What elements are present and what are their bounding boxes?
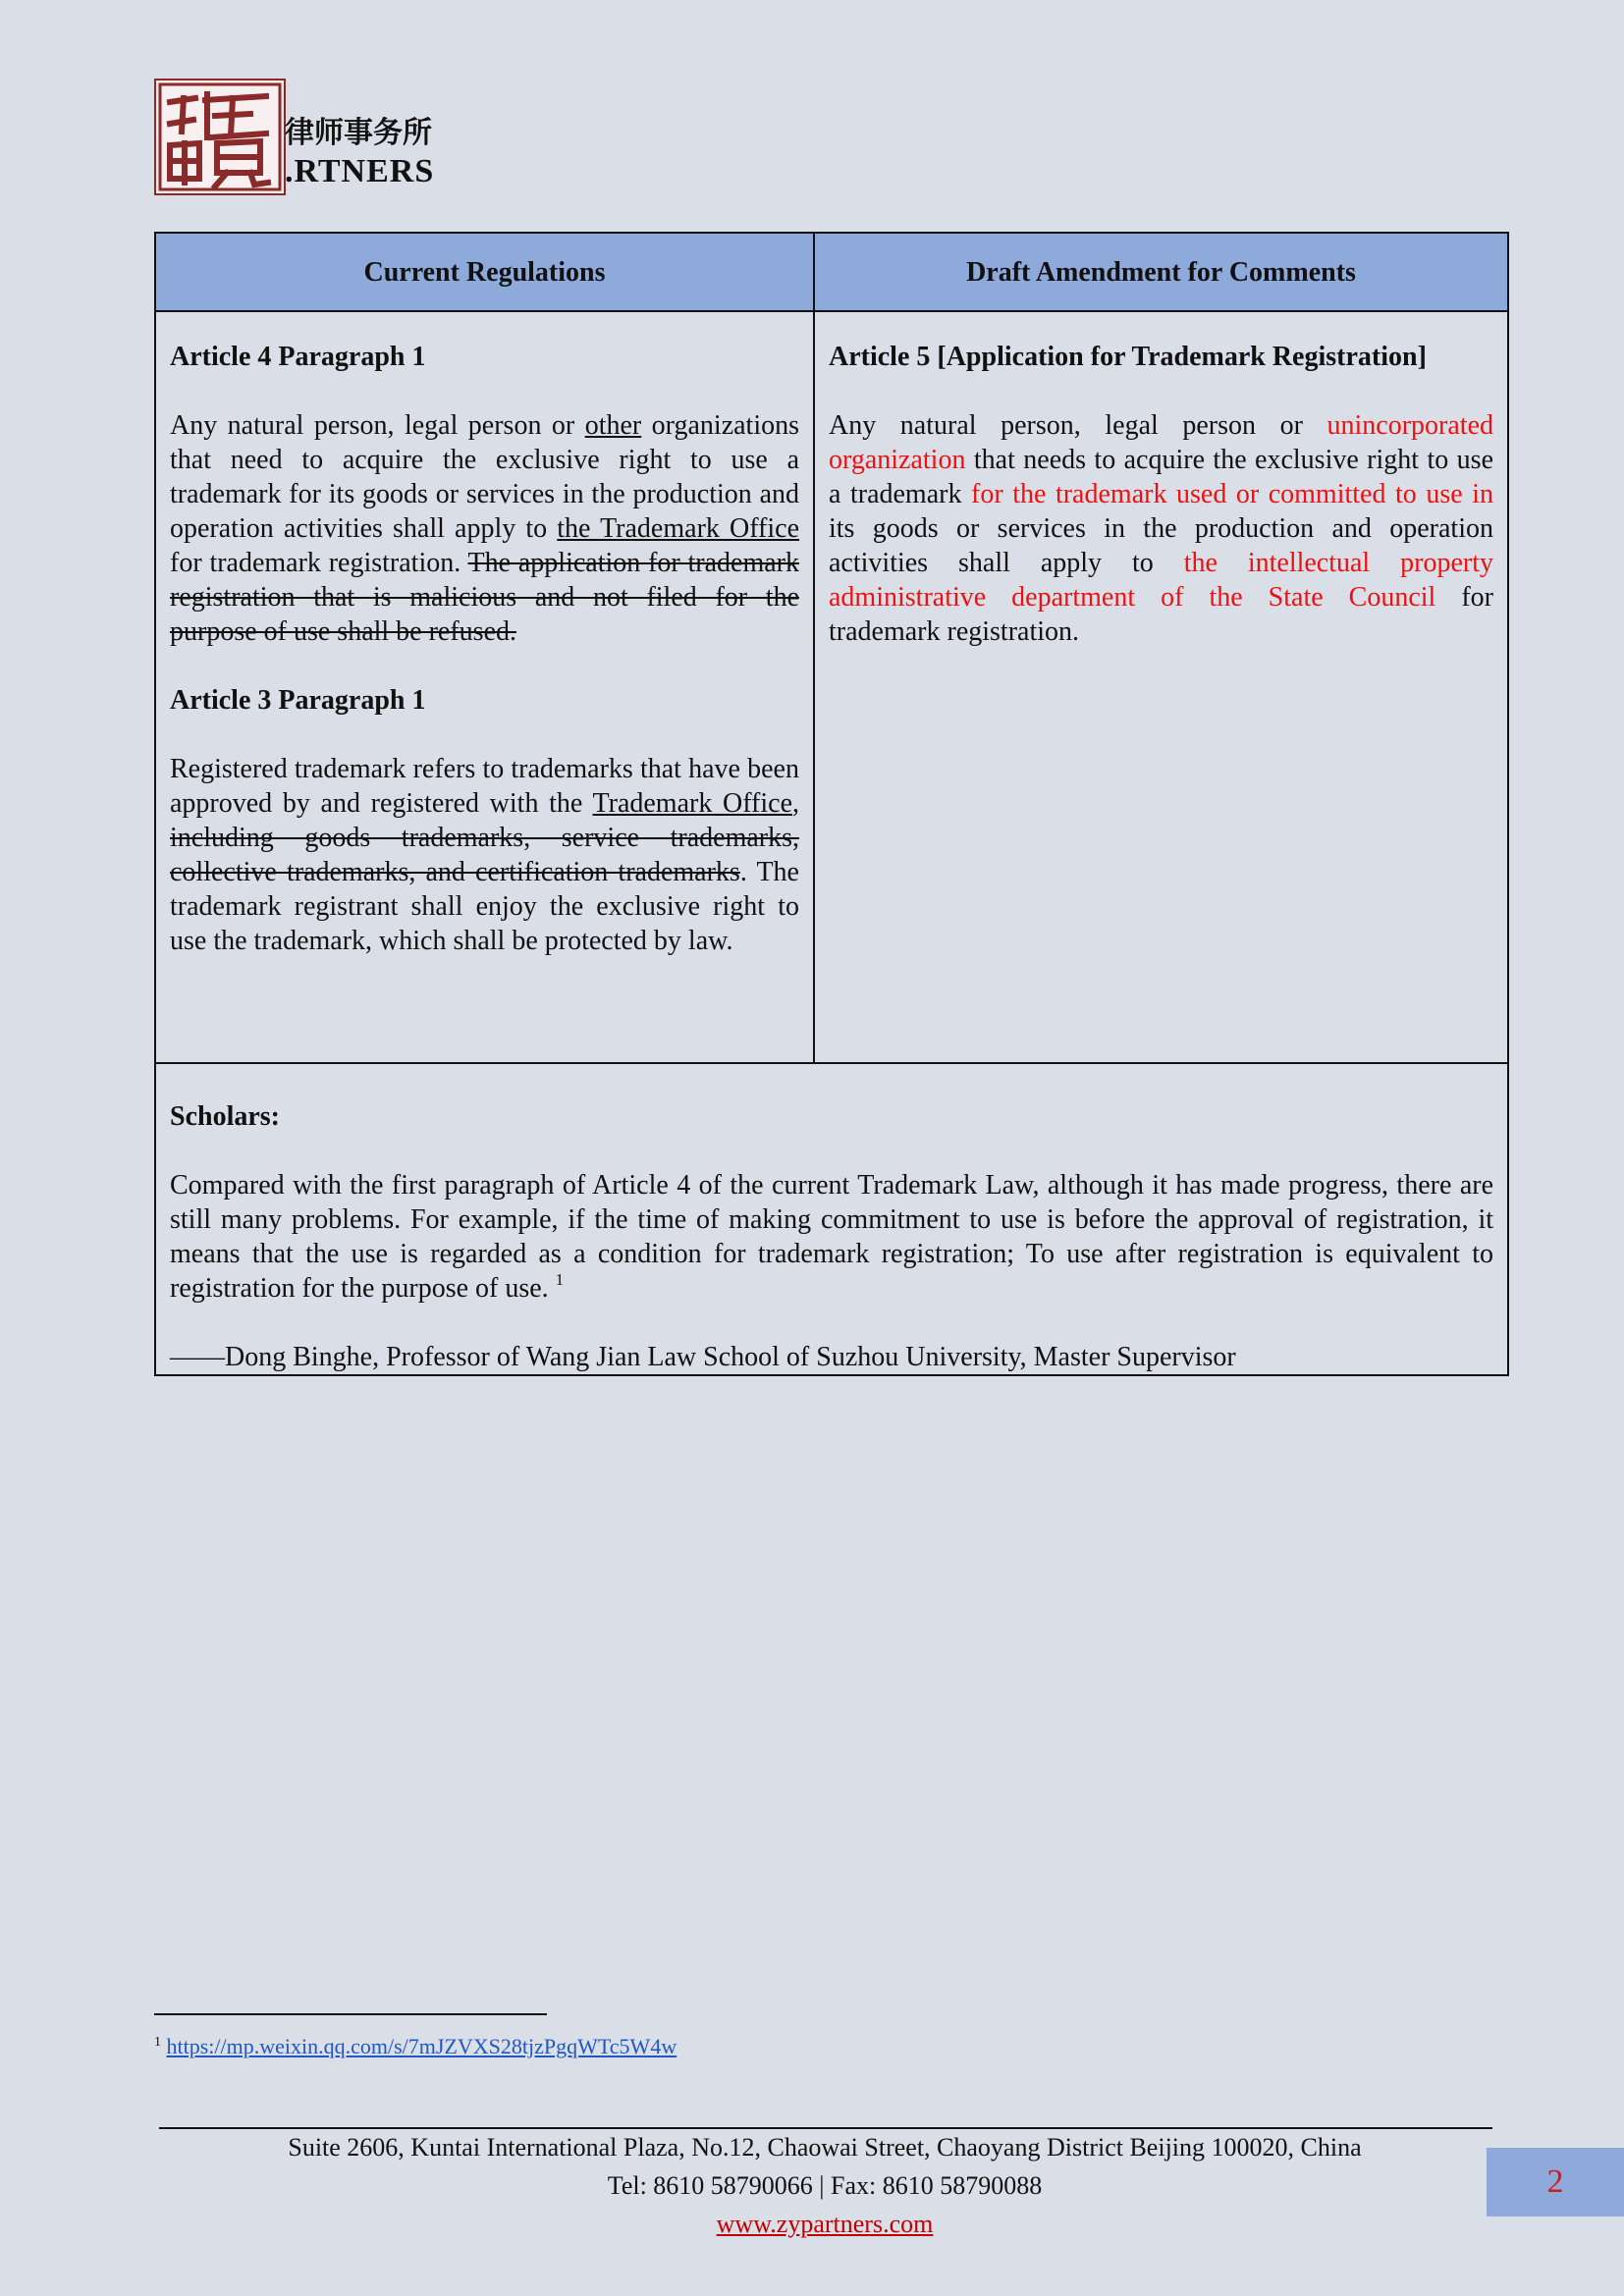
footnote — [154, 2034, 677, 2059]
underlined-text: the Trademark Office — [557, 513, 800, 544]
footnote-number: 1 — [154, 2035, 161, 2050]
firm-logo — [154, 79, 478, 194]
struck-text: including goods trademarks, service trademarks, collective trademarks, and certification trademarks — [170, 823, 799, 887]
underlined-text: other — [584, 410, 642, 441]
page-number: 2 — [1487, 2148, 1624, 2216]
column-header-draft: Draft Amendment for Comments — [814, 233, 1508, 311]
article-text: Any natural person, legal person or other organizations that need to acquire the exclusive right to use a trademark for its goods or services in the production and operation activities shall apply to the Trademark Office for trademark registration. The application for trademark registration that is malicious and not filed for the purpose of use shall be refused. — [170, 410, 800, 647]
table-row — [155, 311, 1508, 1063]
current-regulations-cell — [155, 311, 814, 1063]
article-heading: Article 5 [Application for Trademark Registration] — [829, 342, 1427, 372]
article-text: Registered trademark refers to trademarks that have been approved by and registered with the Trademark Office, including goods trademarks, service trademarks, collective trademarks, and certification trademarks. The trademark registrant shall enjoy the exclusive right to use the trademark, which shall be protected by law. — [170, 754, 799, 956]
draft-amendment-cell — [814, 311, 1508, 1063]
scholar-signature: ——Dong Binghe, Professor of Wang Jian Law School of Suzhou University, Master Supervisor — [170, 1342, 1236, 1372]
footnote-divider — [154, 2013, 547, 2015]
amended-text: the intellectual property administrative department of the State Council — [829, 548, 1494, 613]
website-link[interactable]: www.zypartners.com — [716, 2210, 934, 2238]
article-heading: Article 3 Paragraph 1 — [170, 685, 426, 716]
footer-divider — [159, 2127, 1492, 2129]
scholars-heading: Scholars: — [170, 1101, 280, 1132]
seal-icon — [154, 79, 286, 195]
scholars-comment: Compared with the first paragraph of Article 4 of the current Trademark Law, although it has made progress, there are still many problems. For example, if the time of making commitment to use is before the approval of registration, it means that the use is regarded as a condition for trademark registration; To use after registration is equivalent to registration for the purpose of use. $^1$ — [170, 1170, 1493, 1304]
amended-text: for the trademark used or committed to use in — [971, 479, 1493, 509]
amended-text: unincorporated organization — [829, 410, 1493, 475]
footnote-link[interactable]: https://mp.weixin.qq.com/s/7mJZVXS28tjzPgqWTc5W4w — [166, 2034, 677, 2058]
struck-text: The application for trademark registration that is malicious and not filed for the purpose of use shall be refused. — [170, 548, 799, 647]
footer-website — [0, 2210, 1624, 2239]
article-text: Any natural person, legal person or unincorporated organization that needs to acquire the exclusive right to use a trademark for the trademark used or committed to use in its goods or services in the production and operation activities shall apply to the intellectual property administrative department of the State Council for trademark registration. — [829, 410, 1494, 647]
footer-contact: Tel: 8610 58790066 | Fax: 8610 58790088 — [607, 2171, 1043, 2200]
footer-address: Suite 2606, Kuntai International Plaza, No.12, Chaowai Street, Chaoyang District Beijing 100020, China — [288, 2133, 1362, 2162]
column-header-current: Current Regulations — [155, 233, 814, 311]
article-heading: Article 4 Paragraph 1 — [170, 342, 426, 372]
footnote-reference[interactable]: 1 — [555, 1270, 565, 1289]
scholars-row — [155, 1063, 1508, 1375]
underlined-text: Trademark Office — [592, 788, 792, 819]
comparison-table — [154, 232, 1509, 1376]
table-header-row — [155, 233, 1508, 311]
firm-name-chinese: 律师事务所 — [285, 116, 432, 150]
scholars-cell — [155, 1063, 1508, 1375]
firm-name-english: .RTNERS — [285, 153, 435, 189]
